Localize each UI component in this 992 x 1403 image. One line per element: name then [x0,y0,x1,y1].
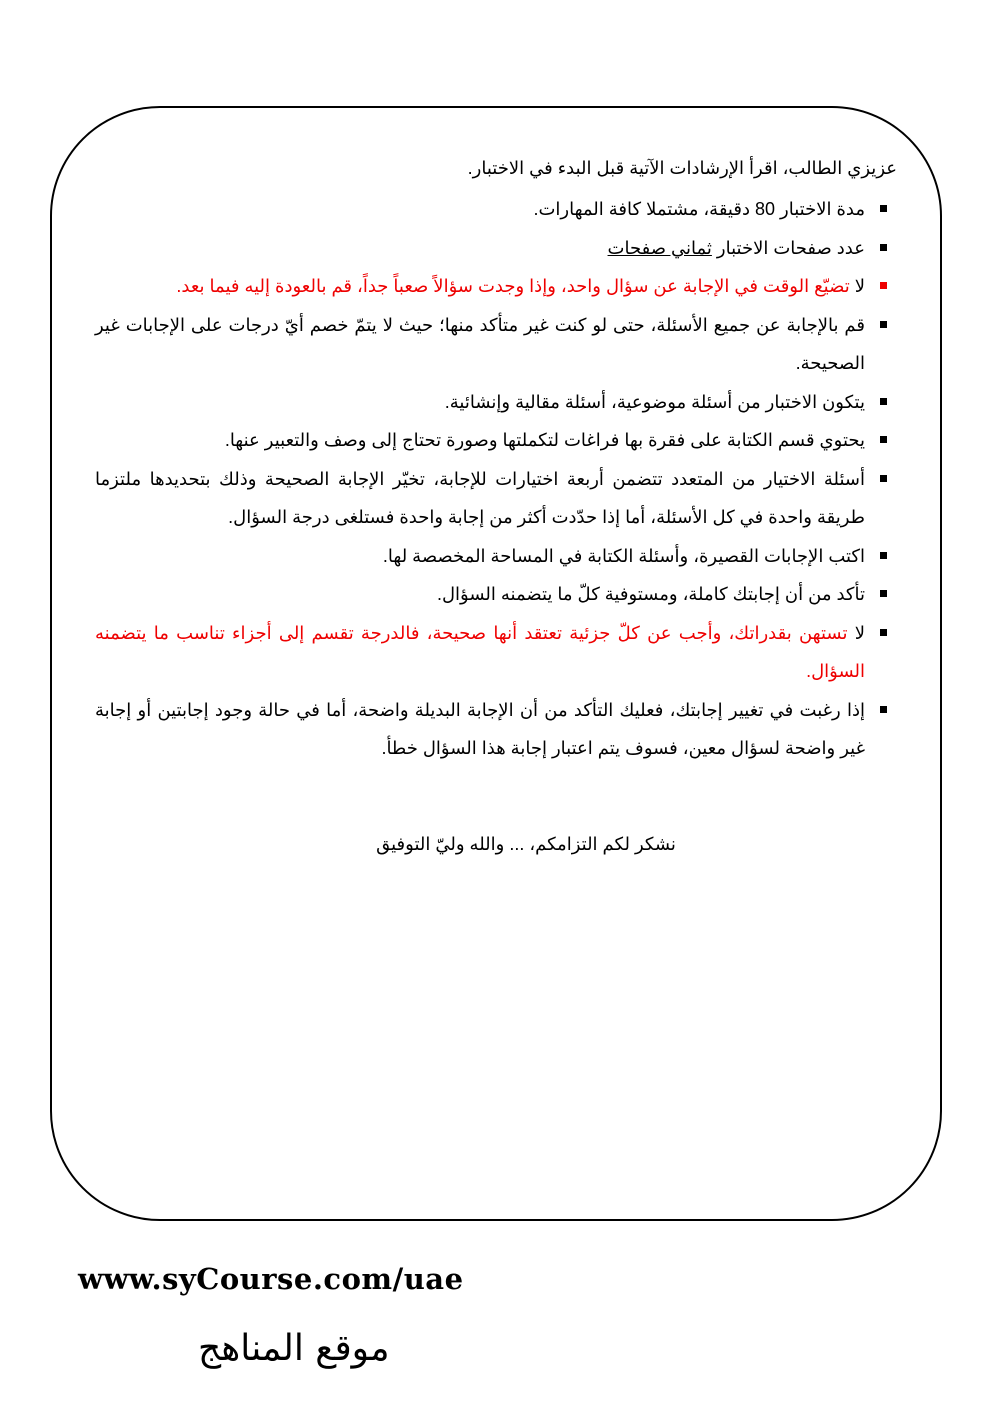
item-text: عدد صفحات الاختبار [711,237,865,258]
list-item [95,306,897,383]
bullet-icon [880,475,887,482]
item-text: قم بالإجابة عن جميع الأسئلة، حتى لو كنت غير متأكد منها؛ حيث لا يتمّ خصم أيّ درجات على الإجابات غير الصحيحة. [95,314,865,373]
list-item [95,460,897,537]
bullet-icon [880,436,887,443]
item-text: أسئلة الاختيار من المتعدد تتضمن أربعة اختيارات للإجابة، تخيّر الإجابة الصحيحة وذلك بتحديدها ملتزما طريقة واحدة في كل الأسئلة، أما إذا حدّدت أكثر من إجابة واحدة فستلغى درجة السؤال. [95,468,865,527]
list-item [95,691,897,768]
closing-text: نشكر لكم التزامكم، ... والله وليّ التوفيق [376,833,676,854]
bullet-icon [880,629,887,636]
list-item [95,421,897,460]
list-item [95,575,897,614]
bullet-icon [880,552,887,559]
bullet-icon [880,706,887,713]
item-text: تأكد من أن إجابتك كاملة، ومستوفية كلّ ما يتضمنه السؤال. [436,584,865,604]
bullet-icon [880,244,887,251]
instructions-content [95,150,897,880]
list-item [95,267,897,306]
bullet-icon [880,282,887,289]
item-text: لا [847,622,865,643]
item-text: إذا رغبت في تغيير إجابتك، فعليك التأكد من أن الإجابة البديلة واضحة، أما في حالة وجود إجابتين أو إجابة غير واضحة لسؤال معين، فسوف يتم اعتبار إجابة هذا السؤال خطأ. [95,699,865,758]
intro-text: عزيزي الطالب، اقرأ الإرشادات الآتية قبل البدء في الاختبار. [467,158,897,178]
item-text: يحتوي قسم الكتابة على فقرة بها فراغات لتكملتها وصورة تحتاج إلى وصف والتعبير عنها. [224,430,865,450]
item-red-text: تستهن بقدراتك، وأجب عن كلّ جزئية تعتقد أنها صحيحة، فالدرجة تقسم إلى أجزاء تناسب ما يتضمنه السؤال. [95,622,865,681]
list-item [95,614,897,691]
bullet-icon [880,321,887,328]
bullet-icon [880,398,887,405]
list-item [95,190,897,229]
item-red-text: تضيّع الوقت في الإجابة عن سؤال واحد، وإذا وجدت سؤالاً صعباً جداً، قم بالعودة إليه فيما بعد. [176,276,850,296]
item-text: يتكون الاختبار من أسئلة موضوعية، أسئلة مقالية وإنشائية. [444,391,865,412]
bullet-icon [880,205,887,212]
instructions-list [95,190,897,768]
footer-url[interactable]: www.syCourse.com/uae [78,1262,464,1296]
bullet-icon [880,590,887,597]
list-item [95,537,897,576]
footer-site-name: موقع المناهج [198,1328,390,1369]
item-text: مدة الاختبار 80 دقيقة، مشتملا كافة المهارات. [533,199,865,219]
item-text: اكتب الإجابات القصيرة، وأسئلة الكتابة في المساحة المخصصة لها. [382,545,865,566]
item-text: لا [849,276,865,296]
list-item [95,229,897,268]
list-item [95,383,897,422]
item-underlined-text: ثماني صفحات [607,237,712,258]
